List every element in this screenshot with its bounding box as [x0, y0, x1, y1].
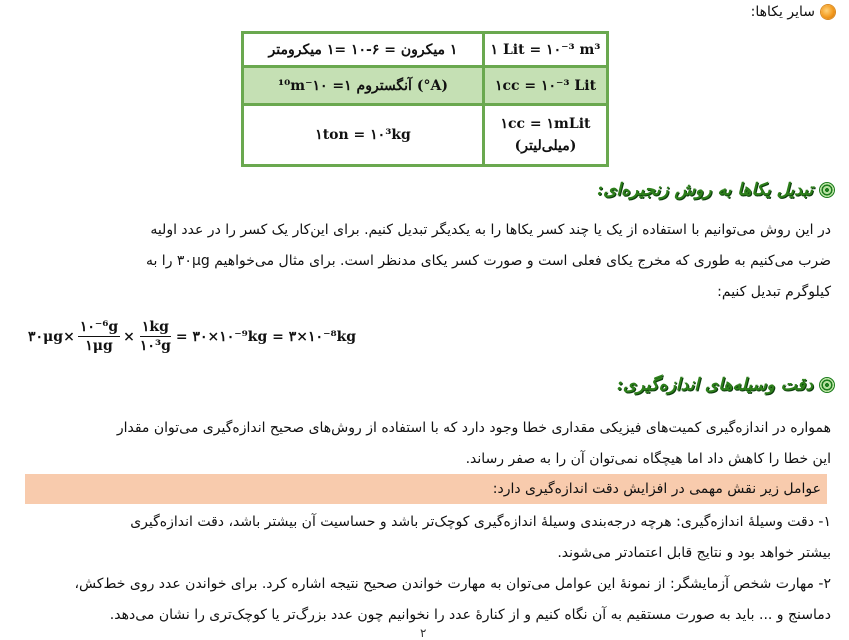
table-cell: ۱cc = ۱۰⁻³ Lit [484, 67, 608, 105]
fraction-2 [138, 318, 173, 355]
section-title: تبدیل یکاها به روش زنجیره‌ای: [596, 180, 813, 200]
units-header-label: سایر یکاها: [750, 4, 815, 20]
formula-times: × [123, 328, 135, 345]
table-cell-sub: (میلی‌لیتر) [514, 138, 577, 154]
units-table [241, 31, 609, 167]
list-item: بیشتر خواهد بود و نتایج قابل اعتمادتر می‌شوند. [557, 545, 831, 561]
table-cell-main: ۱cc = ۱mLit [500, 116, 591, 132]
bullet-icon [821, 5, 835, 19]
paragraph-line: همواره در اندازه‌گیری کمیت‌های فیزیکی مقداری خطا وجود دارد که با استفاده از روش‌های صحیح اندازه‌گیری می‌توان مقدار [116, 420, 831, 436]
table-cell [484, 105, 608, 166]
table-row [243, 105, 608, 166]
precision-paragraph [39, 413, 831, 475]
section-title: دقت وسیله‌های اندازه‌گیری: [616, 375, 813, 395]
target-icon [819, 182, 835, 198]
fraction-1 [78, 318, 120, 355]
formula-start: ۳۰μg× [28, 328, 75, 345]
fraction-denominator: ۱۰³g [139, 338, 171, 354]
table-row [243, 67, 608, 105]
target-icon [819, 377, 835, 393]
units-header [751, 4, 835, 20]
factors-highlight [25, 474, 827, 504]
factors-highlight-text: عوامل زیر نقش مهمی در افزایش دقت اندازه‌گیری دارد: [492, 481, 821, 497]
fraction-numerator: ۱۰⁻⁶g [79, 319, 119, 335]
paragraph-line: ضرب می‌کنیم به طوری که مخرج یکای فعلی است و صورت کسر یکای مدنظر است. برای مثال می‌خواهیم ۳۰μg را به [145, 253, 831, 269]
list-item: ۱- دقت وسیلهٔ اندازه‌گیری: هرچه درجه‌بندی وسیلهٔ اندازه‌گیری کوچک‌تر باشد و حساسیت آن بیشتر باشد، دقت اندازه‌گیری [130, 514, 831, 530]
factors-list [39, 507, 831, 631]
table-row [243, 33, 608, 67]
table-cell: (A°) آنگستروم ۱= ۱۰⁻¹⁰m [243, 67, 484, 105]
paragraph-line: این خطا را کاهش داد اما هیچگاه نمی‌توان آن را به صفر رساند. [465, 451, 831, 467]
list-item: دماسنج و ... باید به صورت مستقیم به آن نگاه کنیم و از کنارهٔ عدد را نخوانیم چون عدد بزرگ‌تر یا کوچک‌تری را نشان می‌دهد. [109, 607, 831, 623]
section-heading-precision [617, 375, 835, 395]
paragraph-line: کیلوگرم تبدیل کنیم: [717, 284, 831, 300]
fraction-numerator: ۱kg [141, 319, 169, 335]
list-item: ۲- مهارت شخص آزمایشگر: از نمونهٔ این عوامل می‌توان به مهارت خواندن صحیح نتیجه اشاره کرد. برای خواندن عدد روی خط‌کش، [74, 576, 831, 592]
conversion-paragraph [39, 215, 831, 308]
conversion-formula [28, 318, 356, 355]
formula-result: = ۳۰×۱۰⁻⁹kg = ۳×۱۰⁻⁸kg [175, 328, 357, 345]
section-heading-conversion [597, 180, 835, 200]
table-cell: ۱ton = ۱۰³kg [243, 105, 484, 166]
table-cell: ۱ Lit = ۱۰⁻³ m³ [484, 33, 608, 67]
page-number: ۲ [420, 626, 427, 640]
paragraph-line: در این روش می‌توانیم با استفاده از یک یا چند کسر یکاها را به یکدیگر تبدیل کنیم. برای این‌کار یک کسر را در عدد اولیه [150, 222, 831, 238]
fraction-denominator: ۱μg [85, 338, 113, 354]
table-cell: ۱ میکرون = ۶-۱۰ =۱ میکرومتر [243, 33, 484, 67]
